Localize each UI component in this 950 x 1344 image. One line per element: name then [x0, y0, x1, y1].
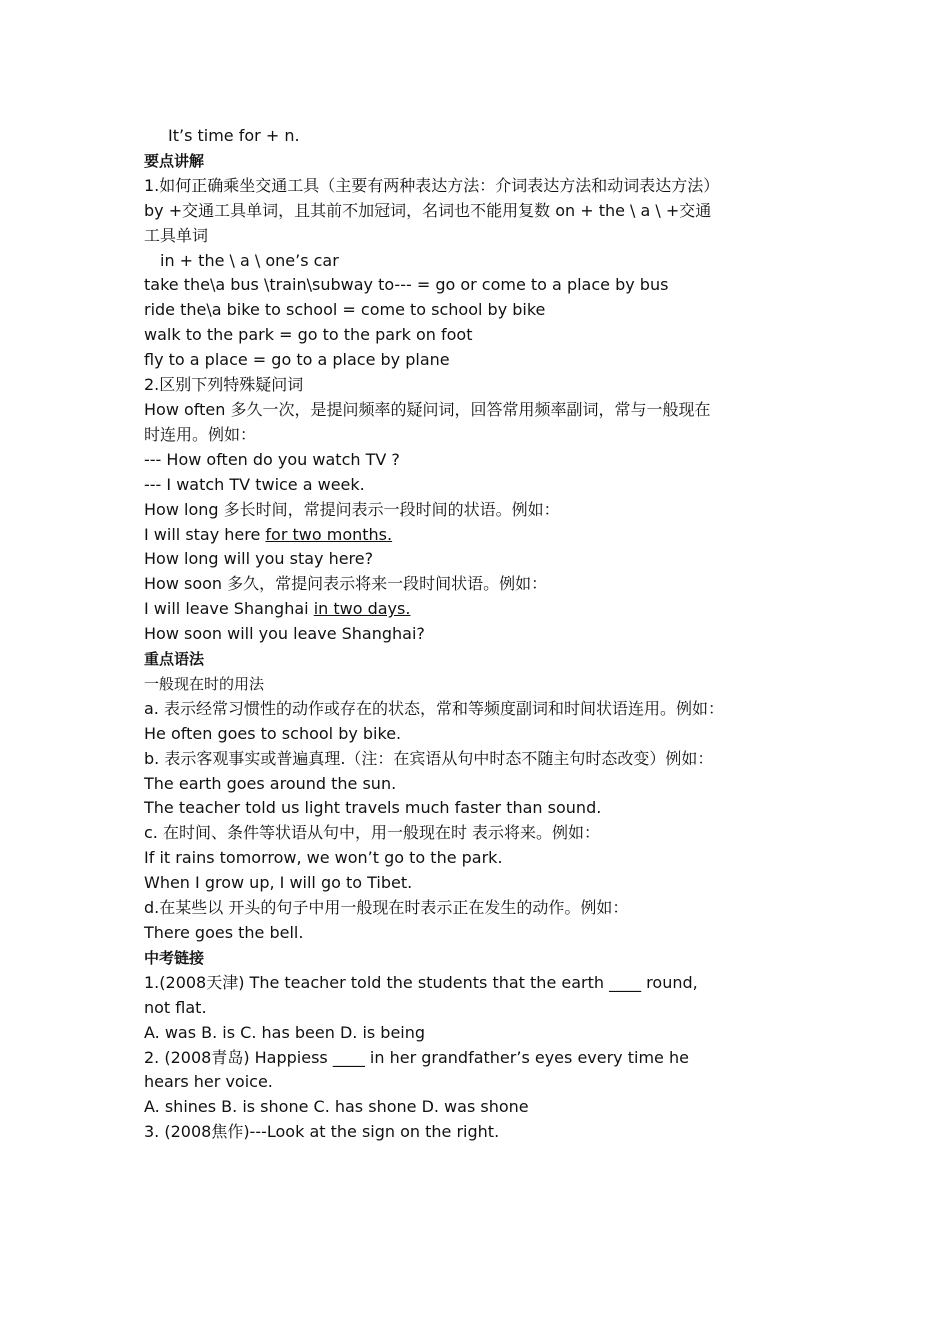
answer-options: A. shines B. is shone C. has shone D. was shone	[144, 1097, 529, 1117]
text-line: in + the \ a \ one’s car	[160, 250, 339, 270]
question-text: 1.(2008天津) The teacher told the students that the earth ____ round, not flat.	[144, 972, 698, 1017]
text-line: The earth goes around the sun.	[144, 773, 397, 793]
section-heading: 中考链接	[144, 948, 205, 967]
text-line: How long will you stay here?	[144, 549, 374, 569]
text-line: --- I watch TV twice a week.	[144, 474, 365, 494]
text-line: ride the\a bike to school = come to school by bike	[144, 300, 546, 320]
text-line	[144, 597, 724, 622]
section-heading: 重点语法	[144, 650, 205, 669]
text-line: 2.区别下列特殊疑问词	[144, 375, 304, 395]
text-line: When I grow up, I will go to Tibet.	[144, 873, 413, 893]
text-line: The teacher told us light travels much faster than sound.	[144, 798, 602, 818]
question-text: 3. (2008焦作)---Look at the sign on the right.	[144, 1122, 500, 1142]
text-line: It’s time for + n.	[168, 126, 300, 145]
text-line: He often goes to school by bike.	[144, 723, 402, 743]
text-line: walk to the park = go to the park on foot	[144, 325, 473, 345]
text-line: fly to a place = go to a place by plane	[144, 350, 450, 370]
answer-options: A. was B. is C. has been D. is being	[144, 1022, 426, 1042]
text-line: How soon 多久，常提问表示将来一段时间状语。例如：	[144, 574, 548, 594]
text-line: c. 在时间、条件等状语从句中，用一般现在时 表示将来。例如：	[144, 823, 601, 843]
text-line: take the\a bus \train\subway to--- = go or come to a place by bus	[144, 275, 669, 295]
document-body	[144, 124, 724, 1145]
text-line: b. 表示客观事实或普遍真理.（注：在宾语从句中时态不随主句时态改变）例如：	[144, 748, 714, 768]
underlined-phrase: in two days.	[313, 599, 411, 619]
text-line: by +交通工具单词，且其前不加冠词，名词也不能用复数 on + the \ a \ +交通工具单词	[144, 200, 712, 245]
text-line: There goes the bell.	[144, 923, 304, 942]
text-line: --- How often do you watch TV ?	[144, 449, 400, 469]
text-line: d.在某些以 开头的句子中用一般现在时表示正在发生的动作。例如：	[144, 898, 629, 918]
section-heading: 要点讲解	[144, 151, 205, 170]
text-line: 1.如何正确乘坐交通工具（主要有两种表达方法：介词表达方法和动词表达方法）	[144, 175, 720, 195]
text-line: a. 表示经常习惯性的动作或存在的状态，常和等频度副词和时间状语连用。例如：	[144, 698, 724, 718]
text-line: How soon will you leave Shanghai?	[144, 624, 425, 644]
text-line: How long 多长时间，常提问表示一段时间的状语。例如：	[144, 499, 560, 519]
question-text: 2. (2008青岛) Happiess ____ in her grandfather’s eyes every time he hears her voice.	[144, 1047, 689, 1092]
sentence-text: I will leave Shanghai	[144, 599, 314, 619]
text-line: How often 多久一次，是提问频率的疑问词，回答常用频率副词，常与一般现在时连用。例如：	[144, 399, 711, 444]
text-line: If it rains tomorrow, we won’t go to the park.	[144, 848, 503, 868]
text-line	[144, 523, 724, 548]
underlined-phrase: for two months.	[265, 524, 393, 544]
sentence-text: I will stay here	[144, 524, 266, 544]
text-line: 一般现在时的用法	[144, 674, 265, 693]
